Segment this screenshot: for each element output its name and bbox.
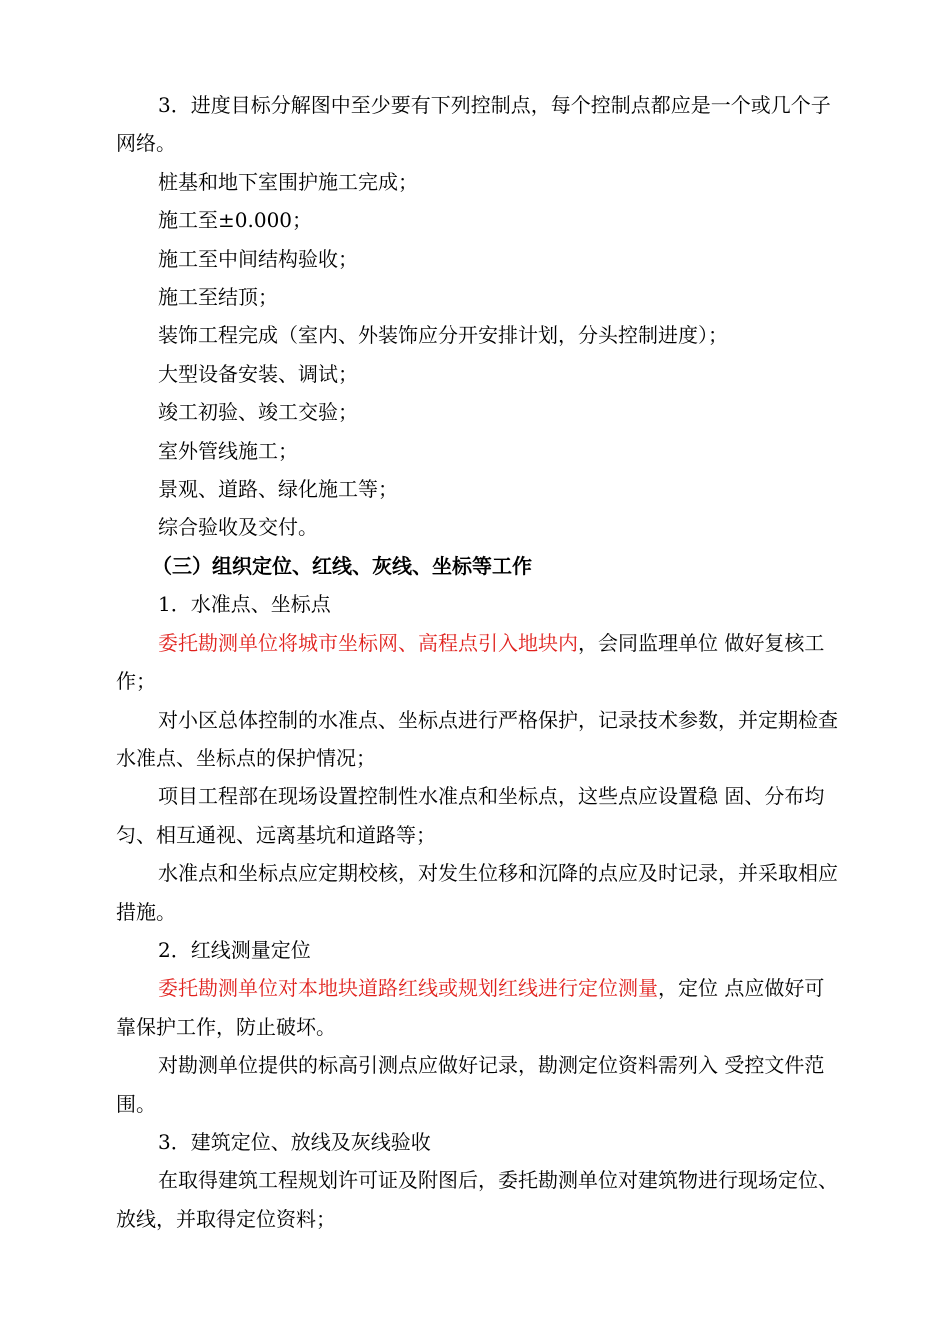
list-item: 竣工初验、竣工交验； bbox=[158, 400, 358, 425]
list-item: 室外管线施工； bbox=[158, 438, 298, 463]
list-item: 桩基和地下室围护施工完成； bbox=[158, 169, 418, 194]
list-item: 施工至中间结构验收； bbox=[158, 246, 358, 271]
list-item: 大型设备安装、调试； bbox=[158, 361, 358, 386]
list-item: 综合验收及交付。 bbox=[158, 515, 318, 540]
list-item: 施工至±0.000； bbox=[158, 208, 313, 233]
paragraph-control-points-intro: 3．进度目标分解图中至少要有下列控制点，每个控制点都应是一个或几个子网络。 bbox=[116, 93, 831, 156]
paragraph-survey-import bbox=[116, 624, 840, 701]
subsection-heading-building-layout: 3．建筑定位、放线及灰线验收 bbox=[158, 1129, 431, 1154]
paragraph-control-points-setup: 项目工程部在现场设置控制性水准点和坐标点，这些点应设置稳 固、分布均匀、相互通视、远离基坑和道路等； bbox=[116, 784, 825, 847]
highlighted-text: 委托勘测单位对本地块道路红线或规划红线进行定位测量 bbox=[158, 976, 658, 1001]
list-item: 景观、道路、绿化施工等； bbox=[158, 477, 398, 502]
paragraph-text: ，会同监理单位 做好复核工作； bbox=[116, 630, 825, 694]
list-item: 施工至结顶； bbox=[158, 285, 278, 310]
subsection-heading-benchmark: 1．水准点、坐标点 bbox=[158, 592, 331, 617]
document-body bbox=[116, 86, 840, 1238]
paragraph-redline-survey bbox=[116, 969, 840, 1046]
paragraph-text: ，定位 点应做好可靠保护工作，防止破坏。 bbox=[116, 976, 825, 1039]
paragraph-elevation-record: 对勘测单位提供的标高引测点应做好记录，勘测定位资料需列入 受控文件范围。 bbox=[116, 1053, 825, 1116]
paragraph-benchmark-check: 水准点和坐标点应定期校核，对发生位移和沉降的点应及时记录，并采取相应措施。 bbox=[116, 861, 838, 924]
subsection-heading-redline: 2．红线测量定位 bbox=[158, 937, 311, 962]
paragraph-building-layout: 在取得建筑工程规划许可证及附图后，委托勘测单位对建筑物进行现场定位、放线，并取得定位资料； bbox=[116, 1168, 838, 1231]
list-item: 装饰工程完成（室内、外装饰应分开安排计划，分头控制进度）； bbox=[158, 323, 728, 348]
section-heading: （三）组织定位、红线、灰线、坐标等工作 bbox=[152, 553, 532, 578]
highlighted-text: 委托勘测单位将城市坐标网、高程点引入地块内 bbox=[158, 630, 578, 655]
paragraph-benchmark-protection: 对小区总体控制的水准点、坐标点进行严格保护，记录技术参数，并定期检查水准点、坐标点的保护情况； bbox=[116, 707, 838, 770]
